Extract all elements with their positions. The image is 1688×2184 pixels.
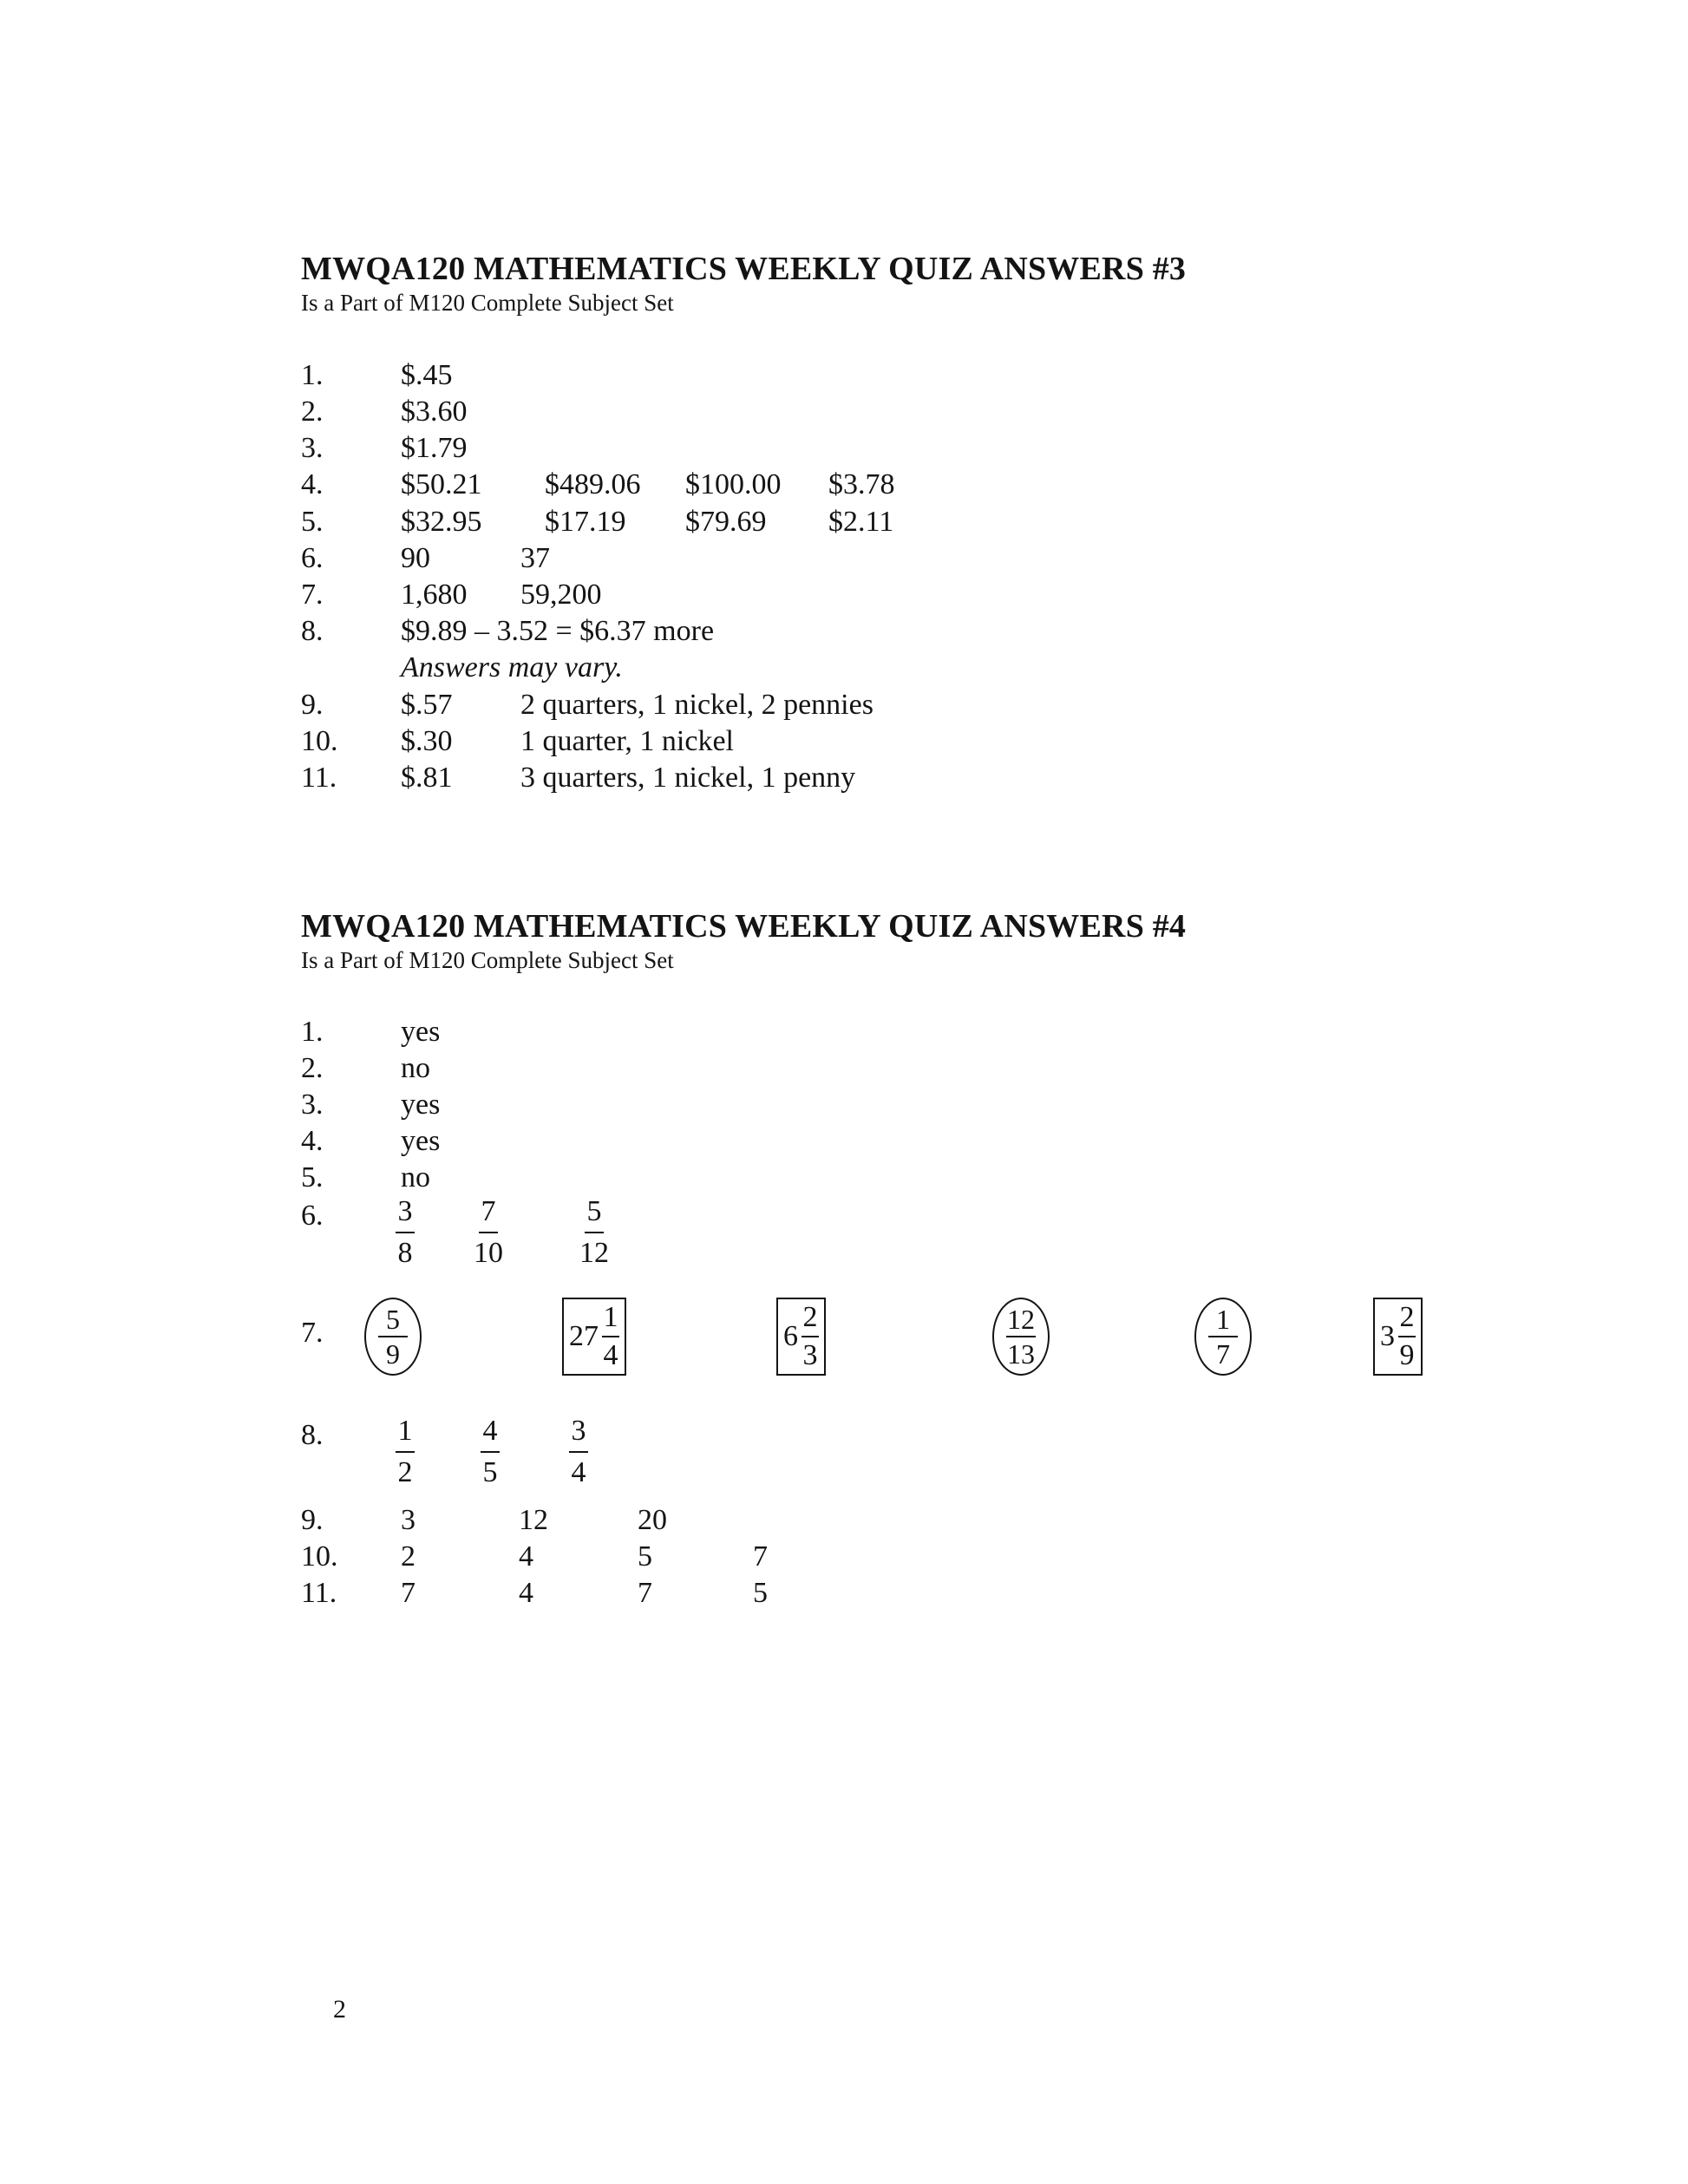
answer-value: 1,680 (401, 579, 468, 611)
boxed-mixed-number (1373, 1298, 1423, 1376)
answer-value: 12 (519, 1504, 548, 1536)
answer-value: $.30 (401, 725, 453, 757)
fraction (396, 1414, 415, 1490)
question-number: 6. (301, 542, 324, 574)
answer-value: $.81 (401, 762, 453, 794)
fraction-denominator: 7 (1216, 1338, 1230, 1370)
answer-row (0, 1502, 1688, 1539)
fraction-denominator: 12 (579, 1237, 609, 1269)
fraction-numerator: 2 (1399, 1301, 1415, 1333)
fraction-numerator: 5 (386, 1304, 400, 1335)
answer-value: 3 (401, 1504, 415, 1536)
answer-value: 7 (401, 1577, 415, 1609)
answer-row (0, 1050, 1688, 1087)
whole-number: 3 (1380, 1320, 1395, 1352)
answer-value: 5 (638, 1540, 652, 1573)
fraction (396, 1194, 415, 1271)
quiz3-subtitle: Is a Part of M120 Complete Subject Set (301, 290, 674, 316)
question-number: 5. (301, 1161, 324, 1193)
answer-value: $32.95 (401, 506, 482, 538)
answer-value: 5 (753, 1577, 768, 1609)
answer-row (0, 577, 1688, 613)
answer-value: yes (401, 1125, 441, 1157)
answer-value: $100.00 (685, 468, 782, 500)
fraction-numerator: 1 (1216, 1304, 1230, 1335)
fraction-numerator: 4 (482, 1415, 498, 1447)
answer-row (0, 1014, 1688, 1050)
answer-value: 2 (401, 1540, 415, 1573)
answer-value: $2.11 (828, 506, 894, 538)
answer-row (0, 1087, 1688, 1123)
fraction-denominator: 4 (571, 1456, 586, 1488)
answer-value: 37 (520, 542, 550, 574)
fraction-bar (396, 1232, 415, 1233)
circled-fraction (992, 1298, 1050, 1376)
fraction-bar (1006, 1336, 1036, 1337)
answer-value: $50.21 (401, 468, 482, 500)
question-number: 11. (301, 762, 337, 794)
boxed-mixed-number (776, 1298, 826, 1376)
quiz4-title: MWQA120 MATHEMATICS WEEKLY QUIZ ANSWERS #4 (301, 908, 1187, 945)
question-number: 10. (301, 1540, 338, 1573)
answer-value: $3.78 (828, 468, 895, 500)
fraction-denominator: 9 (386, 1338, 400, 1370)
question-number: 4. (301, 1125, 324, 1157)
whole-number: 6 (783, 1320, 798, 1352)
answer-row (0, 613, 1688, 650)
answer-value: 2 quarters, 1 nickel, 2 pennies (520, 689, 873, 721)
question-number: 5. (301, 506, 324, 538)
question-number: 7. (301, 1317, 324, 1349)
fraction-denominator: 4 (603, 1339, 618, 1371)
answer-value: yes (401, 1089, 441, 1121)
fraction-denominator: 3 (802, 1339, 818, 1371)
answer-row (0, 1539, 1688, 1575)
quiz3-title: MWQA120 MATHEMATICS WEEKLY QUIZ ANSWERS #3 (301, 251, 1187, 287)
fraction-denominator: 8 (397, 1237, 413, 1269)
answer-value: no (401, 1161, 430, 1193)
fraction (481, 1414, 500, 1490)
fraction-bar (602, 1336, 619, 1337)
circled-fraction (364, 1298, 422, 1376)
boxed-mixed-number (562, 1298, 626, 1376)
answer-row (0, 760, 1688, 796)
answer-note: Answers may vary. (401, 651, 623, 683)
answer-value: 3 quarters, 1 nickel, 1 penny (520, 762, 856, 794)
answer-value: 4 (519, 1540, 533, 1573)
quiz4-subtitle: Is a Part of M120 Complete Subject Set (301, 947, 674, 973)
question-number: 1. (301, 1016, 324, 1048)
fraction-bar (479, 1232, 498, 1233)
fraction-bar (801, 1336, 819, 1337)
answer-value: $9.89 – 3.52 = $6.37 more (401, 615, 715, 647)
fraction (474, 1194, 503, 1271)
answer-row (0, 467, 1688, 503)
fraction-denominator: 10 (474, 1237, 503, 1269)
answer-value: $.57 (401, 689, 453, 721)
answer-value: 7 (638, 1577, 652, 1609)
fraction-numerator: 5 (586, 1195, 602, 1227)
fraction-bar (1208, 1336, 1238, 1337)
fraction (1398, 1301, 1416, 1372)
answer-row (0, 650, 1688, 686)
answer-value: 90 (401, 542, 430, 574)
answer-value: $.45 (401, 359, 453, 391)
answer-value: 7 (753, 1540, 768, 1573)
question-number: 1. (301, 359, 324, 391)
fraction-bar (569, 1451, 588, 1453)
fraction-denominator: 9 (1399, 1339, 1415, 1371)
answer-row (0, 1415, 1688, 1488)
answer-value: $17.19 (545, 506, 626, 538)
fraction (569, 1414, 588, 1490)
answer-row (0, 394, 1688, 430)
question-number: 3. (301, 432, 324, 464)
fraction-numerator: 1 (603, 1301, 618, 1333)
answer-value: 59,200 (520, 579, 602, 611)
answer-row (0, 504, 1688, 540)
answer-value: 1 quarter, 1 nickel (520, 725, 734, 757)
fraction (602, 1301, 619, 1372)
fraction-numerator: 2 (802, 1301, 818, 1333)
question-number: 8. (301, 1419, 324, 1451)
question-number: 9. (301, 689, 324, 721)
whole-number: 27 (569, 1320, 599, 1352)
answer-row (0, 1123, 1688, 1160)
question-number: 9. (301, 1504, 324, 1536)
answer-value: yes (401, 1016, 441, 1048)
question-number: 7. (301, 579, 324, 611)
question-number: 2. (301, 1052, 324, 1084)
answer-value: no (401, 1052, 430, 1084)
fraction-denominator: 2 (397, 1456, 413, 1488)
fraction-numerator: 3 (571, 1415, 586, 1447)
answer-row (0, 1160, 1688, 1196)
question-number: 6. (301, 1200, 324, 1232)
answer-row (0, 357, 1688, 394)
question-number: 8. (301, 615, 324, 647)
fraction-bar (396, 1451, 415, 1453)
fraction-bar (1398, 1336, 1416, 1337)
question-number: 11. (301, 1577, 337, 1609)
question-number: 2. (301, 396, 324, 428)
answer-row (0, 1575, 1688, 1612)
answer-value: 4 (519, 1577, 533, 1609)
question-number: 10. (301, 725, 338, 757)
answer-row (0, 687, 1688, 723)
fraction-numerator: 3 (397, 1195, 413, 1227)
fraction (579, 1194, 609, 1271)
page-number: 2 (333, 1995, 346, 2024)
answer-value: $489.06 (545, 468, 641, 500)
fraction-bar (585, 1232, 604, 1233)
fraction-denominator: 13 (1007, 1338, 1035, 1370)
fraction-bar (481, 1451, 500, 1453)
answer-row (0, 1195, 1688, 1269)
fraction-bar (378, 1336, 408, 1337)
answer-row (0, 430, 1688, 467)
answer-row (0, 540, 1688, 577)
fraction-numerator: 1 (397, 1415, 413, 1447)
fraction-numerator: 7 (481, 1195, 496, 1227)
answer-row (0, 1301, 1688, 1371)
fraction (801, 1301, 819, 1372)
answer-value: $3.60 (401, 396, 468, 428)
answer-value: 20 (638, 1504, 667, 1536)
question-number: 4. (301, 468, 324, 500)
fraction-denominator: 5 (482, 1456, 498, 1488)
circled-fraction (1194, 1298, 1252, 1376)
question-number: 3. (301, 1089, 324, 1121)
answer-value: $1.79 (401, 432, 468, 464)
fraction-numerator: 12 (1007, 1304, 1035, 1335)
answer-value: $79.69 (685, 506, 767, 538)
answer-row (0, 723, 1688, 760)
